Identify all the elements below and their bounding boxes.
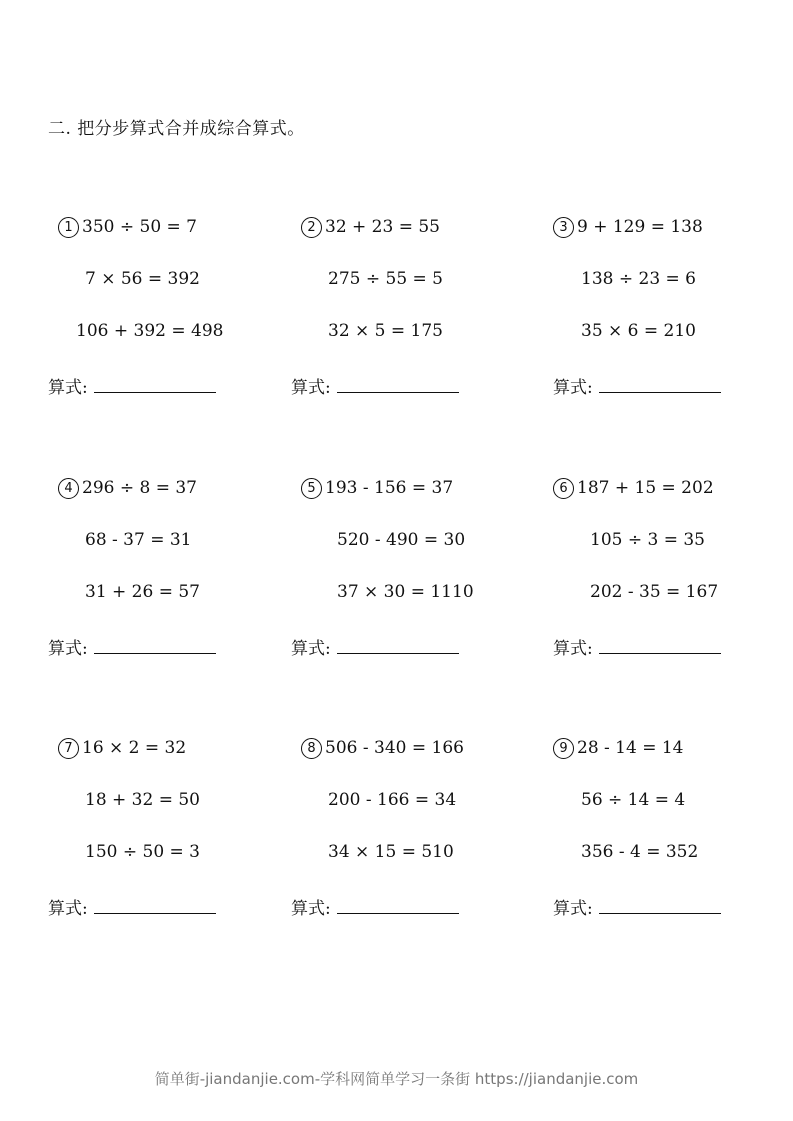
problem-line-text: 187 + 15 = 202 [577,478,714,498]
problem-line-text: 28 - 14 = 14 [577,738,684,758]
problem-4 [48,476,278,676]
problem-1 [48,215,278,415]
problem-line-2: 520 - 490 = 30 [337,530,466,550]
answer-label: 算式: [48,899,88,919]
problem-number: 6 [553,478,574,499]
answer-blank[interactable] [94,653,216,654]
answer-label: 算式: [553,378,593,398]
problem-9 [553,736,783,936]
problem-line-1 [58,736,186,760]
problem-line-1 [301,215,440,239]
problem-line-text: 296 ÷ 8 = 37 [82,478,197,498]
problem-number: 4 [58,478,79,499]
answer-blank[interactable] [599,653,721,654]
problem-line-1 [301,736,464,760]
problem-line-3: 35 × 6 = 210 [581,321,696,341]
problem-7 [48,736,278,936]
problem-number: 8 [301,738,322,759]
problem-number: 2 [301,217,322,238]
problem-line-3: 106 + 392 = 498 [76,321,224,341]
answer-label: 算式: [291,378,331,398]
problem-line-text: 16 × 2 = 32 [82,738,187,758]
problem-line-3: 31 + 26 = 57 [85,582,200,602]
problem-number: 1 [58,217,79,238]
problem-line-2: 200 - 166 = 34 [328,790,457,810]
problem-line-text: 9 + 129 = 138 [577,217,703,237]
problem-line-3: 34 × 15 = 510 [328,842,454,862]
problem-2 [291,215,521,415]
answer-label: 算式: [291,899,331,919]
problem-line-1 [553,476,714,500]
problem-line-text: 32 + 23 = 55 [325,217,440,237]
problem-line-3: 202 - 35 = 167 [590,582,719,602]
problem-number: 5 [301,478,322,499]
problem-3 [553,215,783,415]
problem-line-2: 138 ÷ 23 = 6 [581,269,696,289]
answer-blank[interactable] [599,913,721,914]
answer-blank[interactable] [337,913,459,914]
answer-blank[interactable] [94,392,216,393]
problem-line-1 [553,215,703,239]
problem-line-text: 506 - 340 = 166 [325,738,464,758]
problem-line-1 [58,215,197,239]
answer-label: 算式: [291,639,331,659]
problem-line-2: 56 ÷ 14 = 4 [581,790,686,810]
problem-line-3: 37 × 30 = 1110 [337,582,474,602]
problem-6 [553,476,783,676]
section-heading: 二. 把分步算式合并成综合算式。 [48,119,305,139]
problem-line-1 [301,476,453,500]
problem-line-text: 350 ÷ 50 = 7 [82,217,197,237]
problem-line-3: 356 - 4 = 352 [581,842,699,862]
problem-line-2: 105 ÷ 3 = 35 [590,530,705,550]
problem-line-1 [553,736,684,760]
answer-blank[interactable] [599,392,721,393]
answer-blank[interactable] [337,653,459,654]
answer-label: 算式: [48,378,88,398]
answer-blank[interactable] [94,913,216,914]
problem-5 [291,476,521,676]
problem-8 [291,736,521,936]
problem-line-2: 18 + 32 = 50 [85,790,200,810]
problem-line-2: 275 ÷ 55 = 5 [328,269,443,289]
problem-line-3: 150 ÷ 50 = 3 [85,842,200,862]
answer-blank[interactable] [337,392,459,393]
problem-number: 7 [58,738,79,759]
answer-label: 算式: [48,639,88,659]
answer-label: 算式: [553,899,593,919]
problem-number: 3 [553,217,574,238]
problem-line-text: 193 - 156 = 37 [325,478,454,498]
problem-line-2: 68 - 37 = 31 [85,530,192,550]
problem-number: 9 [553,738,574,759]
answer-label: 算式: [553,639,593,659]
problem-line-3: 32 × 5 = 175 [328,321,443,341]
footer-watermark: 简单街-jiandanjie.com-学科网简单学习一条街 https://jiandanjie.com [154,1070,639,1088]
problem-line-1 [58,476,197,500]
problem-line-2: 7 × 56 = 392 [85,269,200,289]
